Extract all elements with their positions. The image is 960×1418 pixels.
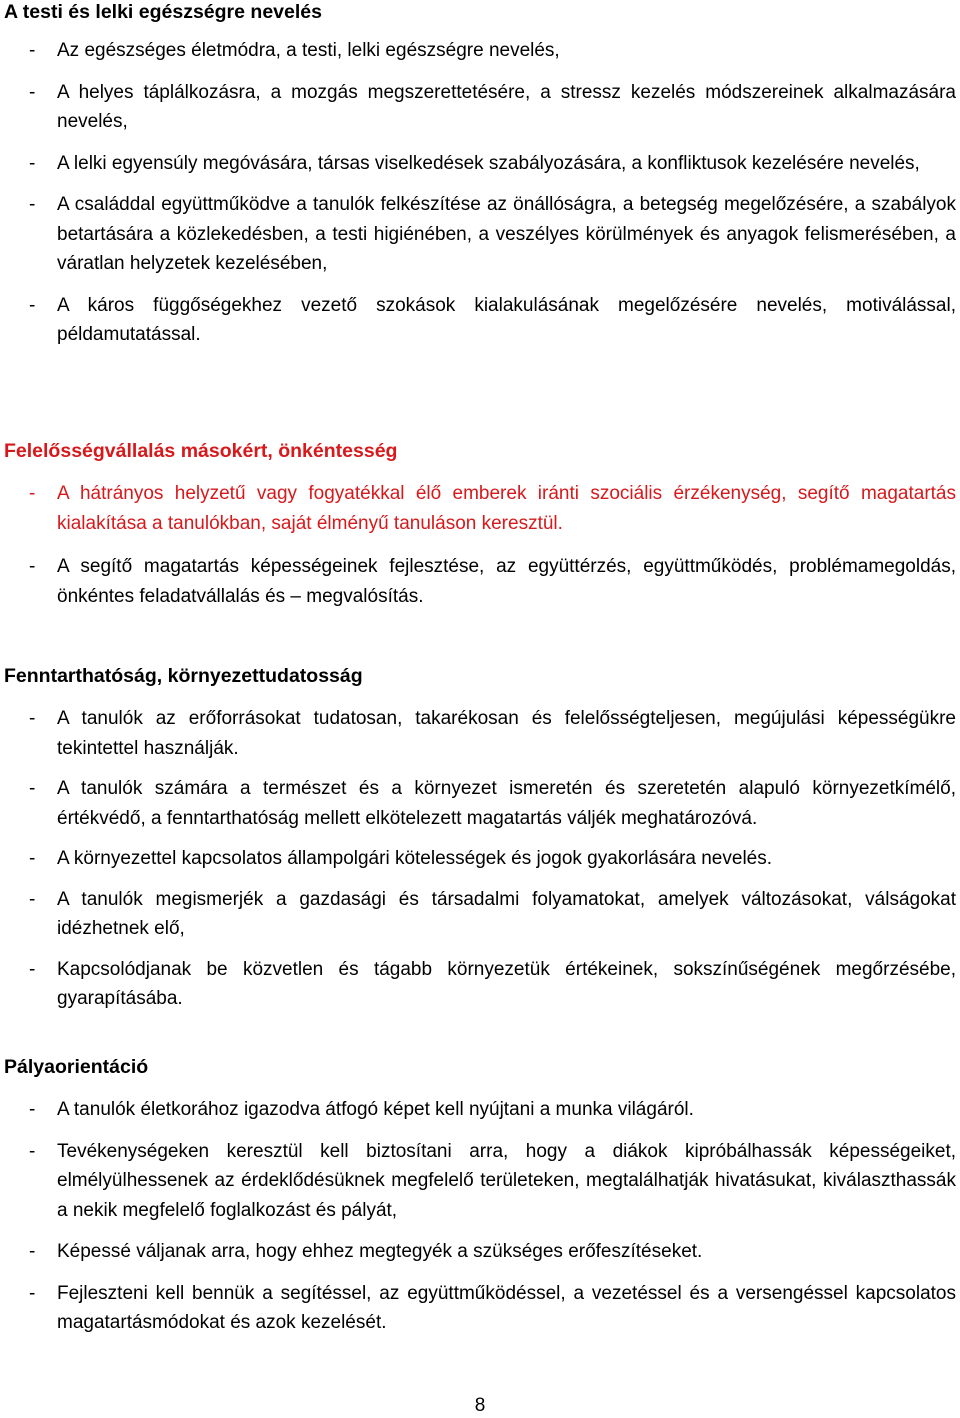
list-item [0, 149, 960, 179]
bullet-list [0, 1095, 960, 1338]
list-item [0, 1279, 960, 1338]
list-item [0, 704, 960, 763]
list-item [0, 479, 960, 538]
list-item [0, 955, 960, 1014]
section-fenntarthatosag [0, 664, 960, 1014]
list-item [0, 1137, 960, 1226]
list-item [0, 190, 960, 279]
bullet-dash: - [29, 958, 36, 980]
section-felelossegvallalas [0, 439, 960, 611]
bullet-dash: - [29, 294, 36, 316]
list-item [0, 774, 960, 833]
list-item [0, 1237, 960, 1267]
list-item-text: Képessé váljanak arra, hogy ehhez megtegyék a szükséges erőfeszítéseket. [57, 1241, 703, 1262]
list-item-text: A környezettel kapcsolatos állampolgári kötelességek és jogok gyakorlására nevelés. [57, 848, 773, 869]
section-heading: Felelősségvállalás másokért, önkéntesség [4, 440, 398, 462]
bullet-dash: - [29, 1282, 36, 1304]
section-heading: A testi és lelki egészségre nevelés [4, 1, 322, 23]
list-item [0, 885, 960, 944]
list-item-text: A káros függőségekhez vezető szokások kialakulásának megelőzésére nevelés, motiválással, példamutatással. [57, 294, 956, 345]
bullet-list [0, 704, 960, 1014]
bullet-list [0, 479, 960, 611]
bullet-dash: - [29, 1241, 36, 1262]
list-item-text: A családdal együttműködve a tanulók felkészítése az önállóságra, a betegség megelőzésére, a szabályok betartására a közlekedésben, a testi higiénében, a veszélyes körülmények és anyagok felismerésében, a váratlan helyzetek kezelésében, [57, 194, 956, 274]
list-item-text: A segítő magatartás képességeinek fejlesztése, az együttérzés, együttműködés, problémamegoldás, önkéntes feladatvállalás és – megvalósítás. [57, 556, 956, 607]
list-item-text: A hátrányos helyzetű vagy fogyatékkal élő emberek iránti szociális érzékenység, segítő magatartás kialakítása a tanulókban, saját élményű tanuláson keresztül. [57, 483, 956, 534]
section-palyaorientacio [0, 1055, 960, 1338]
list-item-text: A helyes táplálkozásra, a mozgás megszerettetésére, a stressz kezelés módszereinek alkalmazására nevelés, [57, 81, 956, 132]
bullet-dash: - [29, 708, 36, 729]
list-item [0, 36, 960, 66]
list-item [0, 78, 960, 137]
list-item [0, 844, 960, 874]
section-heading: Fenntarthatóság, környezettudatosság [4, 665, 363, 687]
page-number: 8 [474, 1395, 486, 1416]
list-item [0, 1095, 960, 1125]
list-item-text: Tevékenységeken keresztül kell biztosítani arra, hogy a diákok kipróbálhassák képességeiket, elmélyülhessenek az érdeklődésüknek megfelelő területeken, megtalálhatják hivatásukat, kiválaszthassák a nekik megfelelő foglalkozást és pályát, [57, 1140, 956, 1221]
section-testi-lelki [0, 0, 960, 350]
list-item-text: A tanulók számára a természet és a környezet ismeretén és szeretetén alapuló környezetkímélő, értékvédő, a fenntarthatóság mellett elkötelezett magatartás váljék meghatározóvá. [57, 778, 956, 829]
bullet-dash: - [29, 556, 36, 577]
list-item-text: Az egészséges életmódra, a testi, lelki egészségre nevelés, [57, 40, 560, 61]
bullet-dash: - [29, 848, 36, 869]
bullet-dash: - [29, 81, 36, 103]
bullet-dash: - [29, 778, 36, 799]
list-item-text: A tanulók megismerjék a gazdasági és társadalmi folyamatokat, amelyek változásokat, válságokat idézhetnek elő, [57, 888, 956, 939]
bullet-dash: - [29, 1140, 36, 1162]
bullet-dash: - [29, 152, 36, 174]
list-item-text: A tanulók az erőforrásokat tudatosan, takarékosan és felelősségteljesen, megújulási képességükre tekintettel használják. [57, 708, 956, 759]
bullet-list [0, 36, 960, 350]
bullet-dash: - [29, 194, 36, 215]
list-item-text: Kapcsolódjanak be közvetlen és tágabb környezetük értékeinek, sokszínűségének megőrzésébe, gyarapításába. [57, 958, 956, 1009]
bullet-dash: - [29, 888, 36, 910]
list-item [0, 552, 960, 611]
list-item-text: A lelki egyensúly megóvására, társas viselkedések szabályozására, a konfliktusok kezelésére nevelés, [57, 152, 920, 174]
bullet-dash: - [29, 40, 36, 61]
bullet-dash: - [29, 1099, 36, 1120]
list-item-text: A tanulók életkorához igazodva átfogó képet kell nyújtani a munka világáról. [57, 1099, 694, 1120]
list-item [0, 291, 960, 350]
section-heading: Pályaorientáció [4, 1056, 149, 1078]
list-item-text: Fejleszteni kell bennük a segítéssel, az együttműködéssel, a vezetéssel és a versengéssel kapcsolatos magatartásmódokat és azok kezelését. [57, 1282, 956, 1333]
bullet-dash: - [29, 483, 36, 504]
